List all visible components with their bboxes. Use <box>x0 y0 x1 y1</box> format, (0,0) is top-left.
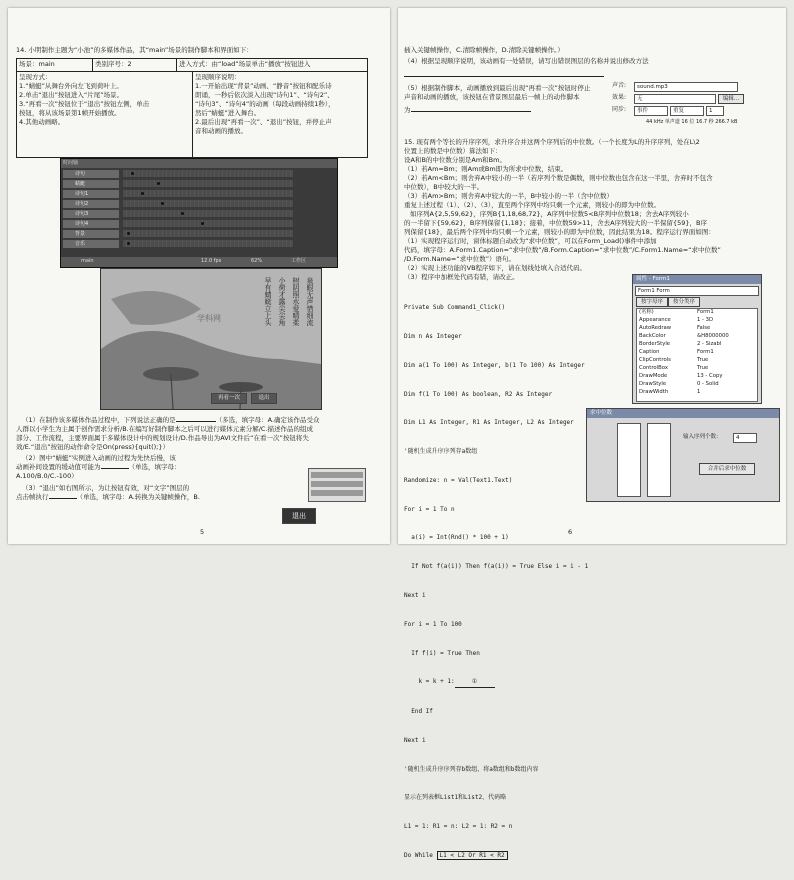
prop-value[interactable]: Form1 <box>697 349 714 355</box>
object-select[interactable]: Form1 Form <box>635 286 759 296</box>
keyframe[interactable] <box>127 232 130 235</box>
table-scene: 场景：main <box>17 59 93 72</box>
tab-categorized[interactable]: 按分类序 <box>668 297 700 307</box>
mini-track <box>311 490 363 496</box>
q15-line: （2）若Am<Bm；则舍弃A中较小的一半（若序列个数是偶数，则中位数也包含在这一半里，舍弃时不包含 <box>404 174 713 182</box>
merge-median-button[interactable]: 合并后求中位数 <box>699 463 755 475</box>
q3-line: （3）“退出”如右图所示，为让按钮有效，对“文字”图层的 <box>22 484 190 492</box>
layout-line: 按钮，将从该场景第1帧开始播放。 <box>19 109 121 117</box>
q1-line: （1）在制作该多媒体作品过程中，下列说法正确的是 （多选，填字母：A.确定该作品受众 <box>22 416 320 424</box>
prop-value[interactable]: True <box>697 365 709 371</box>
q14-title: 14. 小明制作主题为“小池”的多媒体作品，其“main”场景的制作脚本和界面如下： <box>16 46 253 54</box>
prop-value[interactable]: 13 - Copy <box>697 373 723 379</box>
layout-line: 3.“再看一次”按钮位于“退出”按钮左侧，单击 <box>19 100 150 108</box>
script-table <box>16 58 368 158</box>
prop-value[interactable]: 1 <box>697 389 701 395</box>
layout-line: 2.单击“退出”按钮进入“片尾”场景。 <box>19 91 124 99</box>
table-layout-cell <box>17 72 193 157</box>
effect-select[interactable]: 无 <box>634 94 716 104</box>
code-line: End If <box>404 708 433 716</box>
order-line: 然后“蜻蜓”进入舞台。 <box>195 109 261 117</box>
count-input[interactable]: 4 <box>733 433 757 443</box>
code-line: Dim L1 As Integer, R1 As Integer, L2 As Integer <box>404 419 574 427</box>
prop-name[interactable]: BorderStyle <box>639 341 671 347</box>
q1-line: 效/E.“退出”按钮的动作命令是On(press){quit();}） <box>16 443 169 451</box>
prop-name[interactable]: DrawStyle <box>639 381 667 387</box>
layer-track <box>123 240 293 247</box>
order-line: 朗诵，一秒后依次淡入出现“诗句1”、“诗句2”、 <box>195 91 334 99</box>
layer-track <box>123 190 293 197</box>
code-line: Randomize: n = Val(Text1.Text) <box>404 476 513 484</box>
prop-name[interactable]: DrawWidth <box>639 389 669 395</box>
code-line: Next i <box>404 592 426 599</box>
code-line: If Not f(a(i)) Then f(a(i)) = True Else i = i - 1 <box>404 563 589 571</box>
properties-window <box>632 274 762 404</box>
layer-track <box>123 230 293 237</box>
workarea-label[interactable]: 工作区 <box>291 258 307 264</box>
property-grid <box>636 308 758 402</box>
answer-blank[interactable] <box>404 76 604 77</box>
layer-track <box>123 220 293 227</box>
code-line: For i = 1 To 100 <box>404 620 462 628</box>
run-form <box>586 408 780 502</box>
keyframe[interactable] <box>201 222 204 225</box>
watermark: 学科网 <box>197 314 221 323</box>
timeline-panel <box>60 158 338 268</box>
layer-row[interactable]: 背景 <box>63 230 119 238</box>
order-head: 呈现顺序说明： <box>195 73 241 81</box>
layer-row[interactable]: 诗句3 <box>63 210 119 218</box>
q4-line: （4）根据呈现顺序说明，该动画有一处错误，请写出错误图层的名称并说出修改方法 <box>404 57 649 65</box>
page-number: 5 <box>200 528 205 536</box>
prop-name[interactable]: Appearance <box>639 317 671 323</box>
q2-line: （2）图中“蜻蜓”实例进入动画的过程为先快后慢，该 <box>22 454 176 462</box>
timeline-footer <box>61 257 337 267</box>
poem-line: 早有蜻蜓立上头 <box>264 277 272 326</box>
q15-line: 列保留{18}，最后两个序列中均只剩一个元素，则较小的即为中位数，因此结果为18。程序运行界面如图： <box>404 228 715 236</box>
keyframe[interactable] <box>141 192 144 195</box>
code-line: Do While L1 < L2 Or R1 < R2 <box>404 851 588 861</box>
timeline-tab[interactable]: 时间轴 <box>61 159 337 168</box>
scene-label: main <box>81 258 94 264</box>
exit-button-figure[interactable]: 退出 <box>282 508 316 524</box>
carry-line: 插入关键帧操作，C.清除帧操作，D.清除关键帧操作。） <box>404 46 564 54</box>
repeat-select[interactable]: 重复 <box>670 106 704 116</box>
code-line: Dim f(1 To 100) As boolean, R2 As Integer <box>404 390 553 398</box>
layer-track <box>123 180 293 187</box>
layer-row[interactable]: 诗句 <box>63 170 119 178</box>
order-line: 1.一开始出现“背景”动画、“静音”按钮和配乐诗 <box>195 82 332 90</box>
order-line: “诗句3”、“诗句4”的动画（每段动画持续1秒）， <box>195 100 335 108</box>
prop-name[interactable]: ClipControls <box>639 357 671 363</box>
list2[interactable] <box>647 423 671 497</box>
prop-value[interactable]: &H8000000 <box>697 333 729 339</box>
layer-row[interactable]: 音乐 <box>63 240 119 248</box>
error-box[interactable]: L1 < L2 Or R1 < R2 <box>437 851 508 860</box>
fps-readout: 12.0 fps <box>201 258 222 264</box>
layer-row[interactable]: 诗句2 <box>63 200 119 208</box>
prop-value[interactable]: False <box>697 325 711 331</box>
prop-value[interactable]: 1 - 3D <box>697 317 714 323</box>
q3-line: 点击帧执行 （单选，填字母：A.转换为关键帧操作，B. <box>16 493 200 501</box>
keyframe[interactable] <box>161 202 164 205</box>
table-enter: 进入方式：由“load”场景单击“播放”按钮进入 <box>177 59 367 72</box>
exit-button[interactable]: 退出 <box>251 393 277 404</box>
order-line: 音和动画的播放。 <box>195 127 247 135</box>
code-line: a(i) = Int(Rnd() * 100 + 1) <box>404 534 509 542</box>
table-category: 类别序号：2 <box>93 59 177 72</box>
mini-track <box>311 481 363 487</box>
layer-track <box>123 200 293 207</box>
sound-label: 声音: <box>612 82 627 89</box>
q15-line: /D.Form.Name=“求中位数”）语句。 <box>404 255 516 263</box>
right-page <box>398 8 786 860</box>
prop-value[interactable]: True <box>697 357 709 363</box>
stage-image <box>100 268 322 410</box>
code-line: '随机生成升序序列存b数组，将a数组和b数组内容 <box>404 765 539 773</box>
prop-name[interactable]: ControlBox <box>639 365 668 371</box>
sound-info: 44 kHz 单声道 16 位 16.7 秒 266.7 kB <box>646 119 738 125</box>
poem-line: 泉眼无声惜细流 <box>306 277 314 326</box>
tab-alphabetic[interactable]: 按字母序 <box>636 297 668 307</box>
poem-line: 小荷才露尖尖角 <box>278 277 286 326</box>
order-line: 2.最后出现“再看一次”、“退出”按钮，并停止声 <box>195 118 332 126</box>
prop-value[interactable]: Form1 <box>697 309 714 315</box>
q5-line: 为 <box>404 106 531 115</box>
edit-button[interactable]: 编辑... <box>718 94 744 104</box>
prop-name[interactable]: DrawMode <box>639 373 668 379</box>
layer-row[interactable]: 蜻蜓 <box>63 180 119 188</box>
table-order-cell <box>193 72 367 157</box>
sync-label: 同步: <box>612 106 627 113</box>
layout-head: 呈现方式： <box>19 73 52 81</box>
sync-select[interactable]: 事件 <box>634 106 668 116</box>
code-line: '随机生成升序序列存a数组 <box>404 448 478 456</box>
q1-line: 部分、工作流程，主要界面属于多媒体设计中的规划设计/D.作品导出为AVI文件后“在看一次”按钮将失 <box>16 434 309 442</box>
repeat-count[interactable]: 1 <box>706 106 724 116</box>
properties-title: 属性 - Form1 <box>633 275 761 284</box>
q15-line: 的一半留下{59,62}，B序列保留{1,18}；接着，中位数59>11，舍去A序列较大的一半保留{59}，B序 <box>404 219 708 227</box>
keyframe[interactable] <box>181 212 184 215</box>
q15-line: 位置上的数是中位数）算法如下： <box>404 147 502 155</box>
blank-1[interactable]: ① <box>455 677 495 688</box>
layer-track <box>123 210 293 217</box>
mini-track <box>311 472 363 478</box>
code-line: L1 = 1: R1 = n: L2 = 1: R2 = n <box>404 823 513 831</box>
q2-line: A.100/B.0/C.-100） <box>16 472 78 480</box>
vb-code <box>404 284 588 880</box>
code-line: Dim n As Integer <box>404 332 462 340</box>
q15-line: （1）若Am=Bm；则Am或Bm即为所求中位数，结束。 <box>404 165 568 173</box>
effect-label: 效果: <box>612 94 627 101</box>
q5-line: 声音和动画的播放，该按钮在背景图层最后一帧上的动作脚本 <box>404 93 580 101</box>
layer-mini-panel <box>308 468 366 502</box>
q5-line: （5）根据制作脚本，动画播放到最后出现“再看一次”按钮时停止 <box>404 84 591 92</box>
layer-row[interactable]: 诗句4 <box>63 220 119 228</box>
poem-line: 树阴照水爱晴柔 <box>292 277 300 326</box>
prop-name[interactable]: AutoRedraw <box>639 325 672 331</box>
layout-line: 4.其他动画略。 <box>19 118 65 126</box>
keyframe[interactable] <box>131 172 134 175</box>
page-number: 6 <box>568 528 573 536</box>
prop-name[interactable]: BackColor <box>639 333 666 339</box>
code-line: Dim a(1 To 100) As Integer, b(1 To 100) As Integer <box>404 361 585 369</box>
list1[interactable] <box>617 423 641 497</box>
code-line: k = k + 1: ① <box>404 677 588 688</box>
sound-select[interactable]: sound.mp3 <box>634 82 738 92</box>
q15-line: 15. 现有两个等长的升序序列，求升序合并这两个序列后的中位数。（一个长度为L的升序序列，处在L\2 <box>404 138 700 146</box>
layer-track <box>123 170 293 177</box>
layout-line: 1.“蜻蜓”从舞台外向左飞到荷叶上。 <box>19 82 123 90</box>
q15-line: （2）实现上述功能的VB程序如下，请在划线处填入合适代码。 <box>404 264 587 272</box>
q15-line: （1）实现程序运行时，窗体标题自动改为“求中位数”，可以在Form_Load()事件中添加 <box>404 237 657 245</box>
q15-line: 代码，填字母：A.Form1.Caption=“求中位数”/B.Form.Caption=“求中位数”/C.Form1.Name=“求中位数” <box>404 246 721 254</box>
code-line: If f(i) = True Then <box>404 649 480 657</box>
code-line: For i = 1 To n <box>404 505 455 513</box>
keyframe[interactable] <box>127 242 130 245</box>
q15-line: （3）若Am>Bm；则舍弃A中较大的一半，B中较小的一半（含中位数） <box>404 192 614 200</box>
q15-line: 中位数），B中较大的一半。 <box>404 183 484 191</box>
prop-value[interactable]: 2 - Sizabl <box>697 341 722 347</box>
replay-button[interactable]: 再看一次 <box>211 393 247 404</box>
q2-line: 动画补间设置的缓动值可能为 （单选，填字母： <box>16 463 181 471</box>
prop-name[interactable]: (名称) <box>639 309 654 315</box>
code-line: Private Sub Command1_Click() <box>404 304 506 312</box>
run-form-title: 求中位数 <box>587 409 779 418</box>
keyframe[interactable] <box>157 182 160 185</box>
q15-line: （3）程序中加框处代码有错，请改正。 <box>404 273 519 281</box>
prop-name[interactable]: Caption <box>639 349 660 355</box>
q15-line: 重复上述过程（1）、（2）、（3），直至两个序列中均只剩一个元素，则较小的即为中位数。 <box>404 201 661 209</box>
q15-line: 设A和B的中位数分别是Am和Bm。 <box>404 156 506 164</box>
layer-row[interactable]: 诗句1 <box>63 190 119 198</box>
q15-line: 如序列A{2,5,59,62}，序列B{1,18,68,72}，A序列中位数5<B序列中位数18；舍去A序列较小 <box>410 210 689 218</box>
zoom-readout[interactable]: 62% <box>251 258 263 264</box>
poem-block <box>263 277 315 326</box>
sound-panel <box>612 82 780 130</box>
q1-line: 人群以小学生为主属于创作需求分析/B.在编写好制作脚本之后可以进行媒体元素分解/C.描述作品的组成 <box>16 425 314 433</box>
prop-value[interactable]: 0 - Solid <box>697 381 719 387</box>
left-page <box>8 8 390 544</box>
code-line: 显示在列表框List1和List2，代码略 <box>404 794 507 802</box>
input-label: 输入序列个数： <box>683 434 722 440</box>
code-line: Next i <box>404 736 426 744</box>
